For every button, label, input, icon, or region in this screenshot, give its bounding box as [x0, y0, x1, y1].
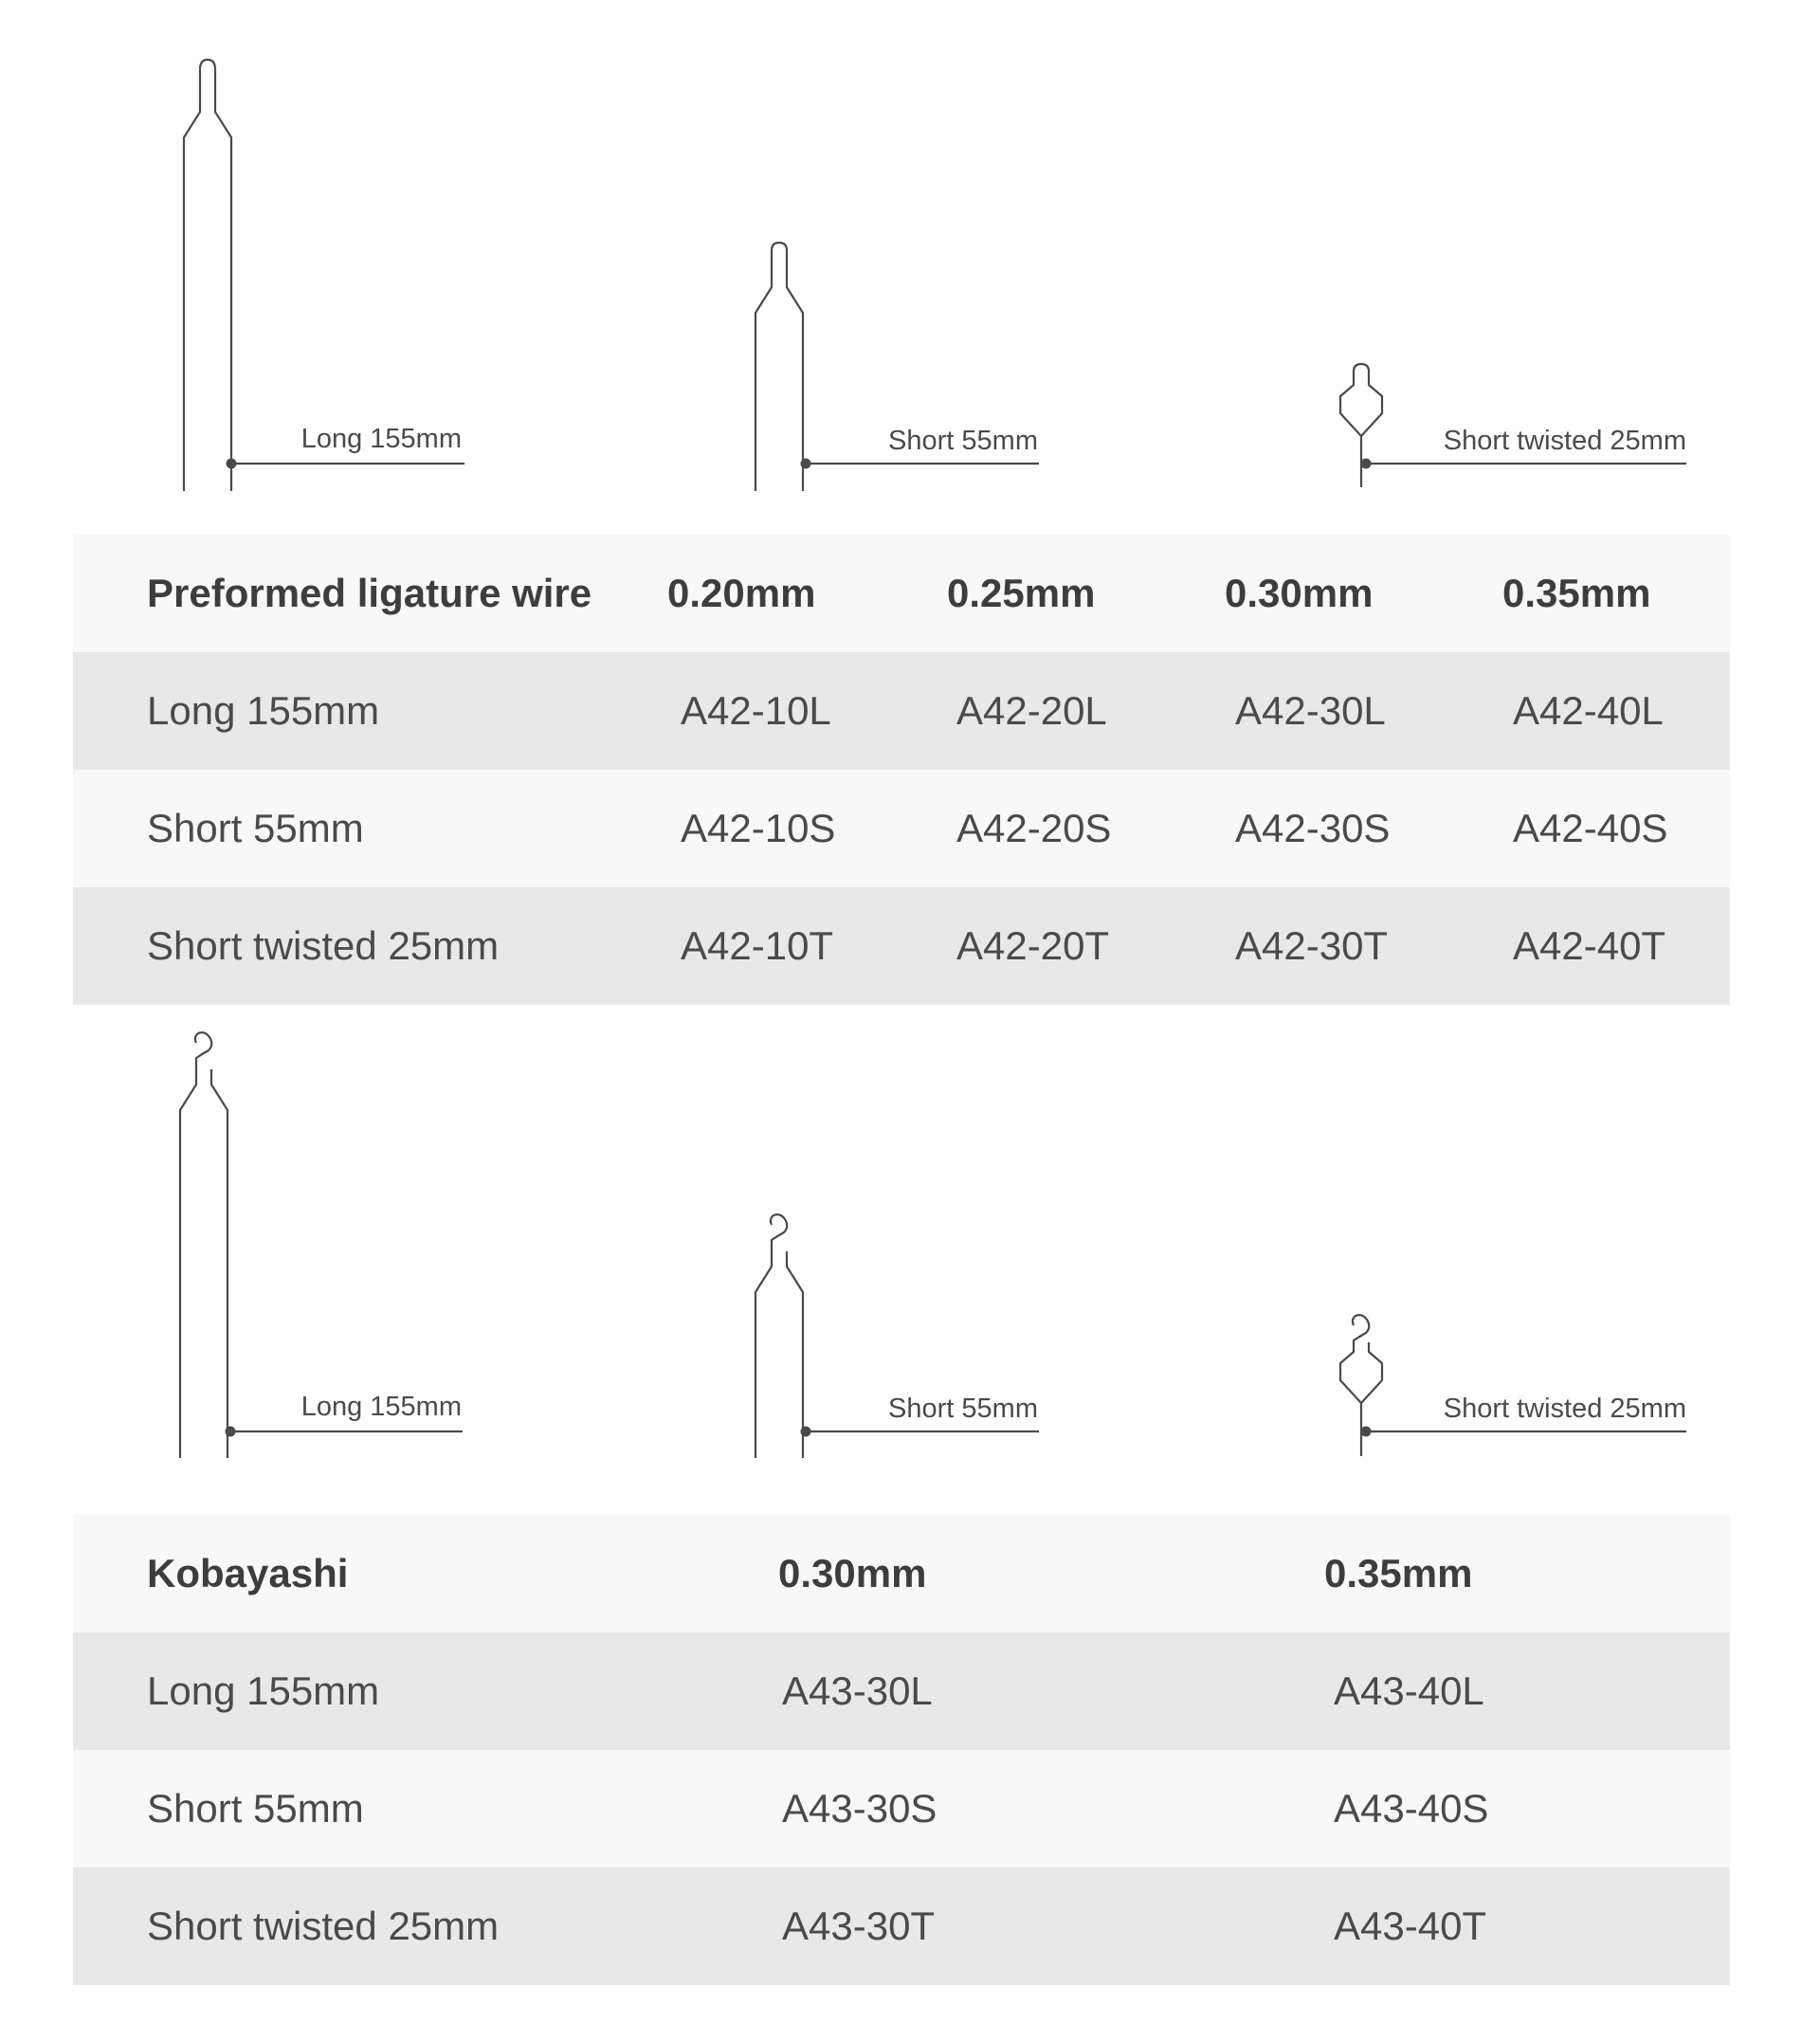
row-label: Short 55mm	[147, 1786, 364, 1831]
long-hook-wire-shape	[180, 1032, 211, 1458]
column-header: 0.20mm	[667, 571, 816, 615]
row-label: Short twisted 25mm	[147, 923, 500, 968]
row-label: Short twisted 25mm	[147, 1904, 500, 1948]
label-long: Long 155mm	[300, 1392, 462, 1422]
table-row	[73, 770, 1730, 887]
table-row	[73, 887, 1730, 1005]
table-row	[73, 652, 1730, 770]
column-header: 0.35mm	[1502, 571, 1651, 615]
table-title: Preformed ligature wire	[147, 571, 592, 615]
wire-diagram-svg	[0, 0, 1820, 531]
product-code: A42-30S	[1235, 806, 1391, 850]
wire-diagram-kobayashi	[0, 1005, 1820, 1488]
product-code: A43-30T	[782, 1904, 936, 1948]
table-row	[73, 1868, 1730, 1985]
column-header: 0.35mm	[1324, 1551, 1473, 1595]
table-header-row	[73, 1515, 1730, 1632]
product-code: A42-40L	[1513, 688, 1664, 733]
product-code: A43-40S	[1334, 1786, 1489, 1831]
table-title: Kobayashi	[147, 1551, 349, 1595]
label-short-twisted: Short twisted 25mm	[1443, 426, 1686, 456]
product-code: A43-30L	[782, 1668, 933, 1713]
product-code: A42-30L	[1235, 688, 1386, 733]
table-header-row	[73, 535, 1730, 652]
product-code: A42-10S	[681, 806, 836, 850]
product-code: A43-30S	[782, 1786, 937, 1831]
product-code: A42-10L	[681, 688, 831, 733]
label-short: Short 55mm	[888, 426, 1038, 456]
label-long: Long 155mm	[300, 424, 462, 454]
product-code: A42-40S	[1513, 806, 1668, 850]
table-row	[73, 1750, 1730, 1868]
row-label: Short 55mm	[147, 806, 364, 850]
column-header: 0.30mm	[1225, 571, 1374, 615]
column-header: 0.30mm	[778, 1551, 927, 1595]
row-label: Long 155mm	[147, 688, 380, 733]
long-wire-shape	[184, 60, 231, 491]
product-code: A42-40T	[1513, 923, 1666, 968]
product-code: A42-20L	[956, 688, 1107, 733]
preformed-ligature-wire-table	[73, 535, 1730, 1005]
table-row	[73, 1632, 1730, 1750]
kobayashi-table	[73, 1515, 1730, 1985]
product-code: A42-30T	[1235, 923, 1389, 968]
product-code: A42-20S	[956, 806, 1112, 850]
label-short: Short 55mm	[888, 1394, 1038, 1424]
short-wire-shape	[755, 243, 803, 491]
product-code: A43-40T	[1334, 1904, 1487, 1948]
wire-diagram-preformed	[0, 0, 1820, 531]
label-short-twisted: Short twisted 25mm	[1443, 1394, 1686, 1424]
product-code: A43-40L	[1334, 1668, 1484, 1713]
product-code: A42-20T	[956, 923, 1110, 968]
short-twisted-wire-shape	[1340, 364, 1382, 487]
wire-diagram-svg	[0, 1005, 1820, 1488]
short-hook-wire-shape	[755, 1214, 787, 1458]
product-code: A42-10T	[681, 923, 834, 968]
column-header: 0.25mm	[947, 571, 1096, 615]
row-label: Long 155mm	[147, 1668, 380, 1713]
